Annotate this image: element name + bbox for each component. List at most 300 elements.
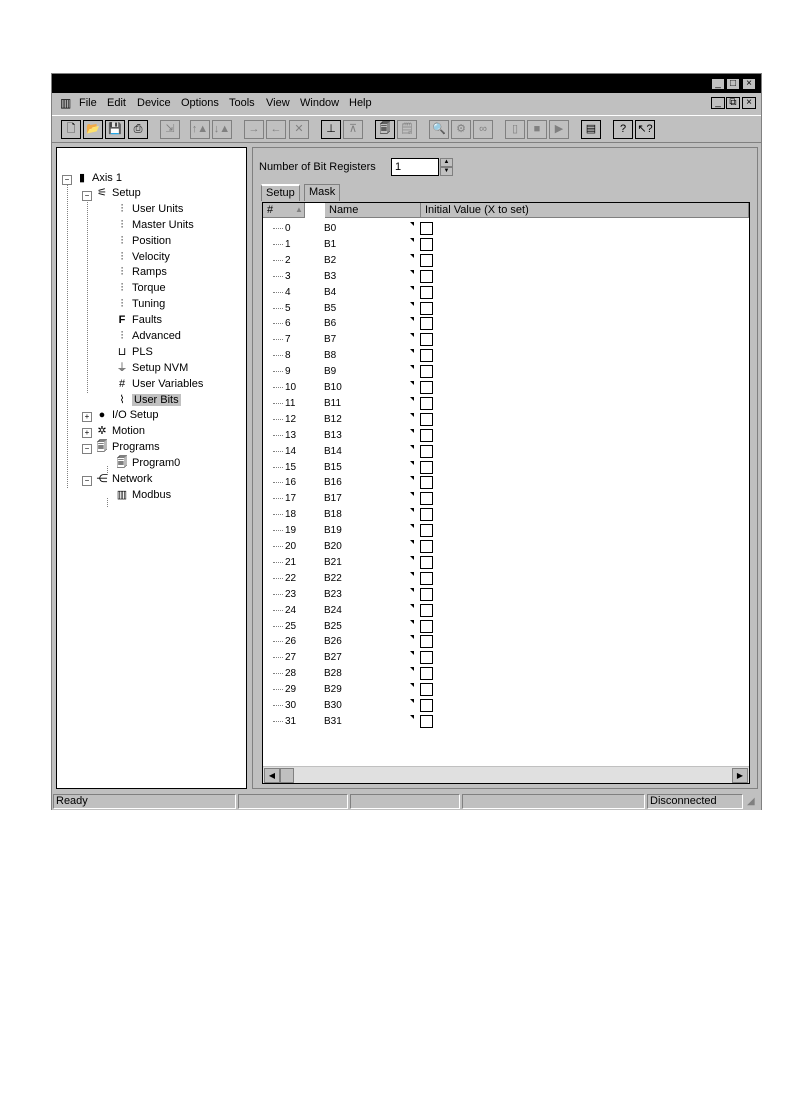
row-number: 15 <box>285 461 297 473</box>
row-connector <box>273 657 283 658</box>
copy-icon[interactable]: 🗐 <box>375 120 395 139</box>
table-row[interactable] <box>263 269 749 284</box>
row-connector <box>273 308 283 309</box>
step-icon[interactable]: ▶ <box>549 120 569 139</box>
zoom-icon[interactable]: 🔍 <box>429 120 449 139</box>
table-row[interactable] <box>263 714 749 729</box>
row-connector <box>273 403 283 404</box>
row-number: 14 <box>285 445 297 457</box>
menu-file[interactable]: File <box>79 97 97 109</box>
program-icon: 🗐 <box>116 457 128 469</box>
edit-marker-icon <box>410 635 414 639</box>
row-name: B20 <box>324 541 342 552</box>
title-bar[interactable] <box>52 74 761 93</box>
row-connector <box>273 689 283 690</box>
row-connector <box>273 292 283 293</box>
table-row[interactable] <box>263 253 749 268</box>
initial-value-checkbox[interactable] <box>420 270 433 283</box>
initial-value-checkbox[interactable] <box>420 635 433 648</box>
table-row[interactable] <box>263 285 749 300</box>
tree-connector <box>87 195 88 393</box>
table-row[interactable] <box>263 412 749 427</box>
help-icon[interactable]: ? <box>613 120 633 139</box>
row-number: 27 <box>285 652 297 664</box>
edit-marker-icon <box>410 254 414 258</box>
edit-marker-icon <box>410 349 414 353</box>
setting-icon: ⫶ <box>120 330 124 342</box>
initial-value-checkbox[interactable] <box>420 667 433 680</box>
table-row[interactable] <box>263 460 749 475</box>
row-name: B21 <box>324 556 342 568</box>
row-number: 25 <box>285 620 297 632</box>
table-row[interactable] <box>263 650 749 665</box>
initial-value-checkbox[interactable] <box>420 445 433 458</box>
scroll-left-icon[interactable]: ◀ <box>264 768 280 783</box>
row-name: B1 <box>324 238 337 250</box>
row-name: B5 <box>324 302 337 314</box>
row-number: 3 <box>285 270 291 282</box>
tree-item-programs[interactable]: 🗐 Programs <box>96 441 160 453</box>
menu-help[interactable]: Help <box>349 97 372 109</box>
row-number: 10 <box>285 382 297 393</box>
edit-marker-icon <box>410 715 414 719</box>
initial-value-checkbox[interactable] <box>420 238 433 251</box>
edit-marker-icon <box>410 302 414 306</box>
initial-value-checkbox[interactable] <box>420 572 433 585</box>
row-number: 12 <box>285 413 297 425</box>
initial-value-checkbox[interactable] <box>420 556 433 569</box>
setting-icon: ⫶ <box>120 219 124 231</box>
tree-item-advanced[interactable]: ⫶ Advanced <box>115 329 181 344</box>
expand-io-toggle[interactable]: + <box>82 412 92 422</box>
close-button[interactable]: × <box>742 78 756 90</box>
row-connector <box>273 626 283 627</box>
initial-value-checkbox[interactable] <box>420 365 433 378</box>
initial-value-checkbox[interactable] <box>420 588 433 601</box>
export-icon[interactable]: ⇲ <box>160 120 180 139</box>
table-row[interactable] <box>263 523 749 538</box>
row-connector <box>273 673 283 674</box>
initial-value-checkbox[interactable] <box>420 524 433 537</box>
status-ready: Ready <box>53 794 236 809</box>
collapse-programs-toggle[interactable]: − <box>82 444 92 454</box>
tree-item-motion[interactable]: ✲ Motion <box>95 424 145 439</box>
row-name: B14 <box>324 445 342 457</box>
row-number: 2 <box>285 254 291 266</box>
table-row[interactable] <box>263 634 749 649</box>
row-connector <box>273 594 283 595</box>
table-row[interactable] <box>263 603 749 618</box>
paste-icon[interactable]: 🗒 <box>397 120 417 139</box>
row-name: B23 <box>324 588 342 600</box>
edit-marker-icon <box>410 667 414 671</box>
setting-icon: ⫶ <box>120 282 124 294</box>
tree-item-program0[interactable]: 🗐 Program0 <box>116 457 181 469</box>
setting-icon: ⫶ <box>120 298 124 310</box>
row-number: 20 <box>285 541 297 552</box>
collapse-network-toggle[interactable]: − <box>82 476 92 486</box>
edit-marker-icon <box>410 461 414 465</box>
row-number: 1 <box>285 238 291 250</box>
setting-icon: ⫶ <box>120 251 124 263</box>
table-row[interactable] <box>263 332 749 347</box>
row-number: 26 <box>285 636 297 648</box>
edit-marker-icon <box>410 397 414 401</box>
edit-marker-icon <box>410 683 414 687</box>
gear-icon[interactable]: ⚙ <box>451 120 471 139</box>
row-connector <box>273 451 283 452</box>
tree-item-torque[interactable]: ⫶ Torque <box>115 281 166 296</box>
row-connector <box>273 514 283 515</box>
tree-item-ramps[interactable]: ⫶ Ramps <box>115 265 167 280</box>
move-right-icon[interactable]: → <box>244 120 264 139</box>
row-number: 21 <box>285 556 297 568</box>
axis-drive-icon: ▮ <box>78 172 86 184</box>
table-row[interactable] <box>263 396 749 411</box>
table-row[interactable] <box>263 444 749 459</box>
row-number: 8 <box>285 350 291 362</box>
sort-asc-icon: ▲ <box>295 205 303 214</box>
initial-value-checkbox[interactable] <box>420 476 433 489</box>
initial-value-checkbox[interactable] <box>420 604 433 617</box>
row-name: B24 <box>324 604 342 616</box>
row-connector <box>273 260 283 261</box>
menu-bar <box>52 93 761 113</box>
row-number: 18 <box>285 509 297 521</box>
table-row[interactable] <box>263 507 749 522</box>
row-number: 24 <box>285 604 297 616</box>
row-name: B28 <box>324 668 342 680</box>
row-connector <box>273 355 283 356</box>
cancel-icon[interactable]: ✕ <box>289 120 309 139</box>
table-row[interactable] <box>263 555 749 570</box>
edit-marker-icon <box>410 317 414 321</box>
initial-value-checkbox[interactable] <box>420 286 433 299</box>
table-row[interactable] <box>263 380 749 395</box>
row-number: 31 <box>285 715 297 727</box>
edit-marker-icon <box>410 492 414 496</box>
tree-item-faults[interactable]: F Faults <box>115 313 162 328</box>
collapse-axis-toggle[interactable]: − <box>62 175 72 185</box>
app-icon[interactable]: ▥ <box>60 96 72 110</box>
table-row[interactable] <box>263 491 749 506</box>
row-name: B27 <box>324 652 342 664</box>
setting-icon: ⫶ <box>120 203 124 215</box>
table-row[interactable] <box>263 301 749 316</box>
row-name: B6 <box>324 318 337 330</box>
row-connector <box>273 244 283 245</box>
row-number: 9 <box>285 366 291 378</box>
row-name: B31 <box>324 715 342 727</box>
layout-icon[interactable]: ▤ <box>581 120 601 139</box>
row-name: B17 <box>324 493 342 505</box>
tab-mask[interactable]: Mask <box>304 184 340 201</box>
table-row[interactable] <box>263 587 749 602</box>
initial-value-checkbox[interactable] <box>420 699 433 712</box>
row-connector <box>273 705 283 706</box>
tree-item-user-variables[interactable]: # User Variables <box>115 377 203 392</box>
save-icon[interactable]: 💾 <box>105 120 125 139</box>
initial-value-checkbox[interactable] <box>420 492 433 505</box>
row-number: 5 <box>285 302 291 314</box>
move-left-icon[interactable]: ← <box>266 120 286 139</box>
status-panel <box>462 794 645 809</box>
expand-motion-toggle[interactable]: + <box>82 428 92 438</box>
spin-down-icon[interactable]: ▼ <box>440 167 453 176</box>
tree-item-modbus[interactable]: ▥ Modbus <box>116 489 172 501</box>
table-row[interactable] <box>263 666 749 681</box>
edit-marker-icon <box>410 270 414 274</box>
edit-marker-icon <box>410 365 414 369</box>
edit-marker-icon <box>410 604 414 608</box>
row-name: B30 <box>324 700 342 711</box>
initial-value-checkbox[interactable] <box>420 461 433 474</box>
io-icon: ● <box>98 409 106 421</box>
edit-marker-icon <box>410 651 414 655</box>
row-number: 17 <box>285 493 297 505</box>
edit-marker-icon <box>410 540 414 544</box>
row-name: B26 <box>324 636 342 648</box>
maximize-button[interactable]: □ <box>726 78 740 90</box>
initial-value-checkbox[interactable] <box>420 508 433 521</box>
edit-marker-icon <box>410 413 414 417</box>
edit-marker-icon <box>410 588 414 592</box>
initial-value-checkbox[interactable] <box>420 254 433 267</box>
row-connector <box>273 419 283 420</box>
tree-item-user-units[interactable]: ⫶ User Units <box>115 202 183 217</box>
row-number: 0 <box>285 223 291 234</box>
edit-marker-icon <box>410 524 414 528</box>
initial-value-checkbox[interactable] <box>420 317 433 330</box>
tree-item-network[interactable]: ⋲ Network <box>96 473 153 485</box>
row-name: B3 <box>324 270 337 282</box>
edit-marker-icon <box>410 222 414 226</box>
table-row[interactable] <box>263 364 749 379</box>
tree-item-user-bits[interactable]: ⌇ User Bits <box>115 393 181 408</box>
initial-value-checkbox[interactable] <box>420 349 433 362</box>
table-row[interactable] <box>263 539 749 554</box>
table-row[interactable] <box>263 348 749 363</box>
initial-value-checkbox[interactable] <box>420 413 433 426</box>
context-help-icon[interactable]: ↖? <box>635 120 655 139</box>
row-connector <box>273 276 283 277</box>
row-name: B19 <box>324 525 342 537</box>
initial-value-checkbox[interactable] <box>420 429 433 442</box>
row-connector <box>273 228 283 229</box>
motion-icon: ✲ <box>97 425 107 437</box>
table-row[interactable] <box>263 571 749 586</box>
row-number: 29 <box>285 684 297 696</box>
row-name: B13 <box>324 429 342 441</box>
application-window <box>51 73 762 810</box>
setting-icon: ⫶ <box>120 235 124 247</box>
status-bar <box>52 793 761 810</box>
tree-item-setup[interactable] <box>95 186 141 201</box>
row-number: 23 <box>285 588 297 600</box>
horizontal-scrollbar[interactable] <box>263 766 749 783</box>
row-name: B8 <box>324 350 337 362</box>
user-bits-panel <box>252 147 758 789</box>
row-name: B4 <box>324 286 337 298</box>
table-row[interactable] <box>263 316 749 331</box>
row-number: 19 <box>285 525 297 537</box>
menu-tools[interactable]: Tools <box>229 97 255 109</box>
row-connector <box>273 339 283 340</box>
row-name: B7 <box>324 334 337 346</box>
row-connector <box>273 530 283 531</box>
modbus-icon: ▥ <box>116 489 128 501</box>
row-number: 13 <box>285 429 297 441</box>
tree-label: Setup <box>112 187 141 199</box>
tree-label: Axis 1 <box>92 172 122 184</box>
open-folder-icon[interactable]: 📂 <box>83 120 103 139</box>
edit-marker-icon <box>410 381 414 385</box>
resize-grip-icon[interactable]: ◢ <box>747 796 755 807</box>
status-panel <box>350 794 460 809</box>
child-restore-button[interactable]: ⧉ <box>726 97 740 109</box>
menu-device[interactable]: Device <box>137 97 171 109</box>
menu-options[interactable]: Options <box>181 97 219 109</box>
initial-value-checkbox[interactable] <box>420 302 433 315</box>
menu-window[interactable]: Window <box>300 97 340 109</box>
row-name: B10 <box>324 382 342 393</box>
tree-connector <box>67 179 68 488</box>
edit-marker-icon <box>410 429 414 433</box>
row-name: B18 <box>324 509 342 521</box>
tab-setup[interactable]: Setup <box>261 184 300 201</box>
row-number: 6 <box>285 318 291 330</box>
row-number: 22 <box>285 572 297 584</box>
col-header-initial-value[interactable]: Initial Value (X to set) <box>421 203 749 218</box>
tree-item-axis[interactable] <box>75 171 122 186</box>
initial-value-checkbox[interactable] <box>420 651 433 664</box>
row-name: B11 <box>324 397 342 409</box>
row-name: B9 <box>324 366 337 378</box>
tree-item-pls[interactable]: ⊔ PLS <box>115 345 153 360</box>
col-header-number[interactable]: # ▲ <box>263 203 305 218</box>
tree-connector <box>107 498 108 507</box>
row-number: 4 <box>285 286 291 298</box>
row-connector <box>273 323 283 324</box>
download-icon[interactable]: ↓▲ <box>212 120 232 139</box>
setup-icon: ⚟ <box>97 187 107 199</box>
row-number: 7 <box>285 334 291 346</box>
initial-value-checkbox[interactable] <box>420 620 433 633</box>
tree-item-velocity[interactable]: ⫶ Velocity <box>115 250 170 265</box>
row-connector <box>273 498 283 499</box>
table-row[interactable] <box>263 475 749 490</box>
row-connector <box>273 387 283 388</box>
edit-marker-icon <box>410 508 414 512</box>
remove-icon[interactable]: ⊼ <box>343 120 363 139</box>
row-name: B25 <box>324 620 342 632</box>
row-number: 16 <box>285 477 297 489</box>
faults-icon: F <box>118 314 126 326</box>
scroll-right-icon[interactable]: ▶ <box>732 768 748 783</box>
row-number: 30 <box>285 700 297 711</box>
edit-marker-icon <box>410 286 414 290</box>
table-row[interactable] <box>263 698 749 713</box>
table-row[interactable] <box>263 237 749 252</box>
row-number: 11 <box>285 397 296 409</box>
stop-square-icon[interactable]: ■ <box>527 120 547 139</box>
row-name: B0 <box>324 223 337 234</box>
edit-marker-icon <box>410 238 414 242</box>
row-connector <box>273 610 283 611</box>
user-variables-icon: # <box>118 378 126 390</box>
initial-value-checkbox[interactable] <box>420 540 433 553</box>
spin-up-icon[interactable]: ▲ <box>440 158 453 167</box>
edit-marker-icon <box>410 445 414 449</box>
row-connector <box>273 562 283 563</box>
edit-marker-icon <box>410 476 414 480</box>
row-name: B22 <box>324 572 342 584</box>
print-icon[interactable]: ⎙ <box>128 120 148 139</box>
tree-item-setup-nvm[interactable]: ⏚ Setup NVM <box>116 362 189 374</box>
drive-icon[interactable]: ▯ <box>505 120 525 139</box>
row-connector <box>273 578 283 579</box>
row-connector <box>273 546 283 547</box>
initial-value-checkbox[interactable] <box>420 715 433 728</box>
registers-spinner-input[interactable]: 1 <box>391 158 439 176</box>
bits-grid <box>262 202 750 784</box>
upload-icon[interactable]: ↑▲ <box>190 120 210 139</box>
initial-value-checkbox[interactable] <box>420 683 433 696</box>
row-connector <box>273 641 283 642</box>
pls-icon: ⊔ <box>117 346 127 358</box>
child-close-button[interactable]: × <box>742 97 756 109</box>
link-icon[interactable]: ∞ <box>473 120 493 139</box>
row-connector <box>273 482 283 483</box>
child-minimize-button[interactable]: _ <box>711 97 725 109</box>
tree-item-io-setup[interactable]: ● I/O Setup <box>95 408 158 423</box>
tree-item-tuning[interactable]: ⫶ Tuning <box>115 297 165 312</box>
status-panel <box>238 794 348 809</box>
nvm-icon: ⏚ <box>116 362 128 374</box>
table-row[interactable] <box>263 221 749 236</box>
minimize-button[interactable]: _ <box>711 78 725 90</box>
edit-marker-icon <box>410 333 414 337</box>
menu-view[interactable]: View <box>266 97 290 109</box>
table-row[interactable] <box>263 619 749 634</box>
tree-item-master-units[interactable]: ⫶ Master Units <box>115 218 194 233</box>
new-file-icon[interactable]: 🗋 <box>61 120 81 139</box>
initial-value-checkbox[interactable] <box>420 381 433 394</box>
row-connector <box>273 371 283 372</box>
row-number: 28 <box>285 668 297 680</box>
project-tree <box>56 147 247 789</box>
col-header-name[interactable]: Name <box>325 203 421 218</box>
row-name: B15 <box>324 461 342 473</box>
row-name: B16 <box>324 477 342 489</box>
table-row[interactable] <box>263 428 749 443</box>
toolbar <box>52 115 761 143</box>
row-connector <box>273 721 283 722</box>
scroll-thumb[interactable] <box>280 768 294 783</box>
collapse-setup-toggle[interactable]: − <box>82 191 92 201</box>
row-connector <box>273 435 283 436</box>
initial-value-checkbox[interactable] <box>420 222 433 235</box>
table-row[interactable] <box>263 682 749 697</box>
insert-icon[interactable]: ⊥ <box>321 120 341 139</box>
initial-value-checkbox[interactable] <box>420 333 433 346</box>
tree-item-position[interactable]: ⫶ Position <box>115 234 171 249</box>
edit-marker-icon <box>410 620 414 624</box>
network-icon: ⋲ <box>96 473 108 485</box>
menu-edit[interactable]: Edit <box>107 97 126 109</box>
row-name: B12 <box>324 413 342 425</box>
initial-value-checkbox[interactable] <box>420 397 433 410</box>
